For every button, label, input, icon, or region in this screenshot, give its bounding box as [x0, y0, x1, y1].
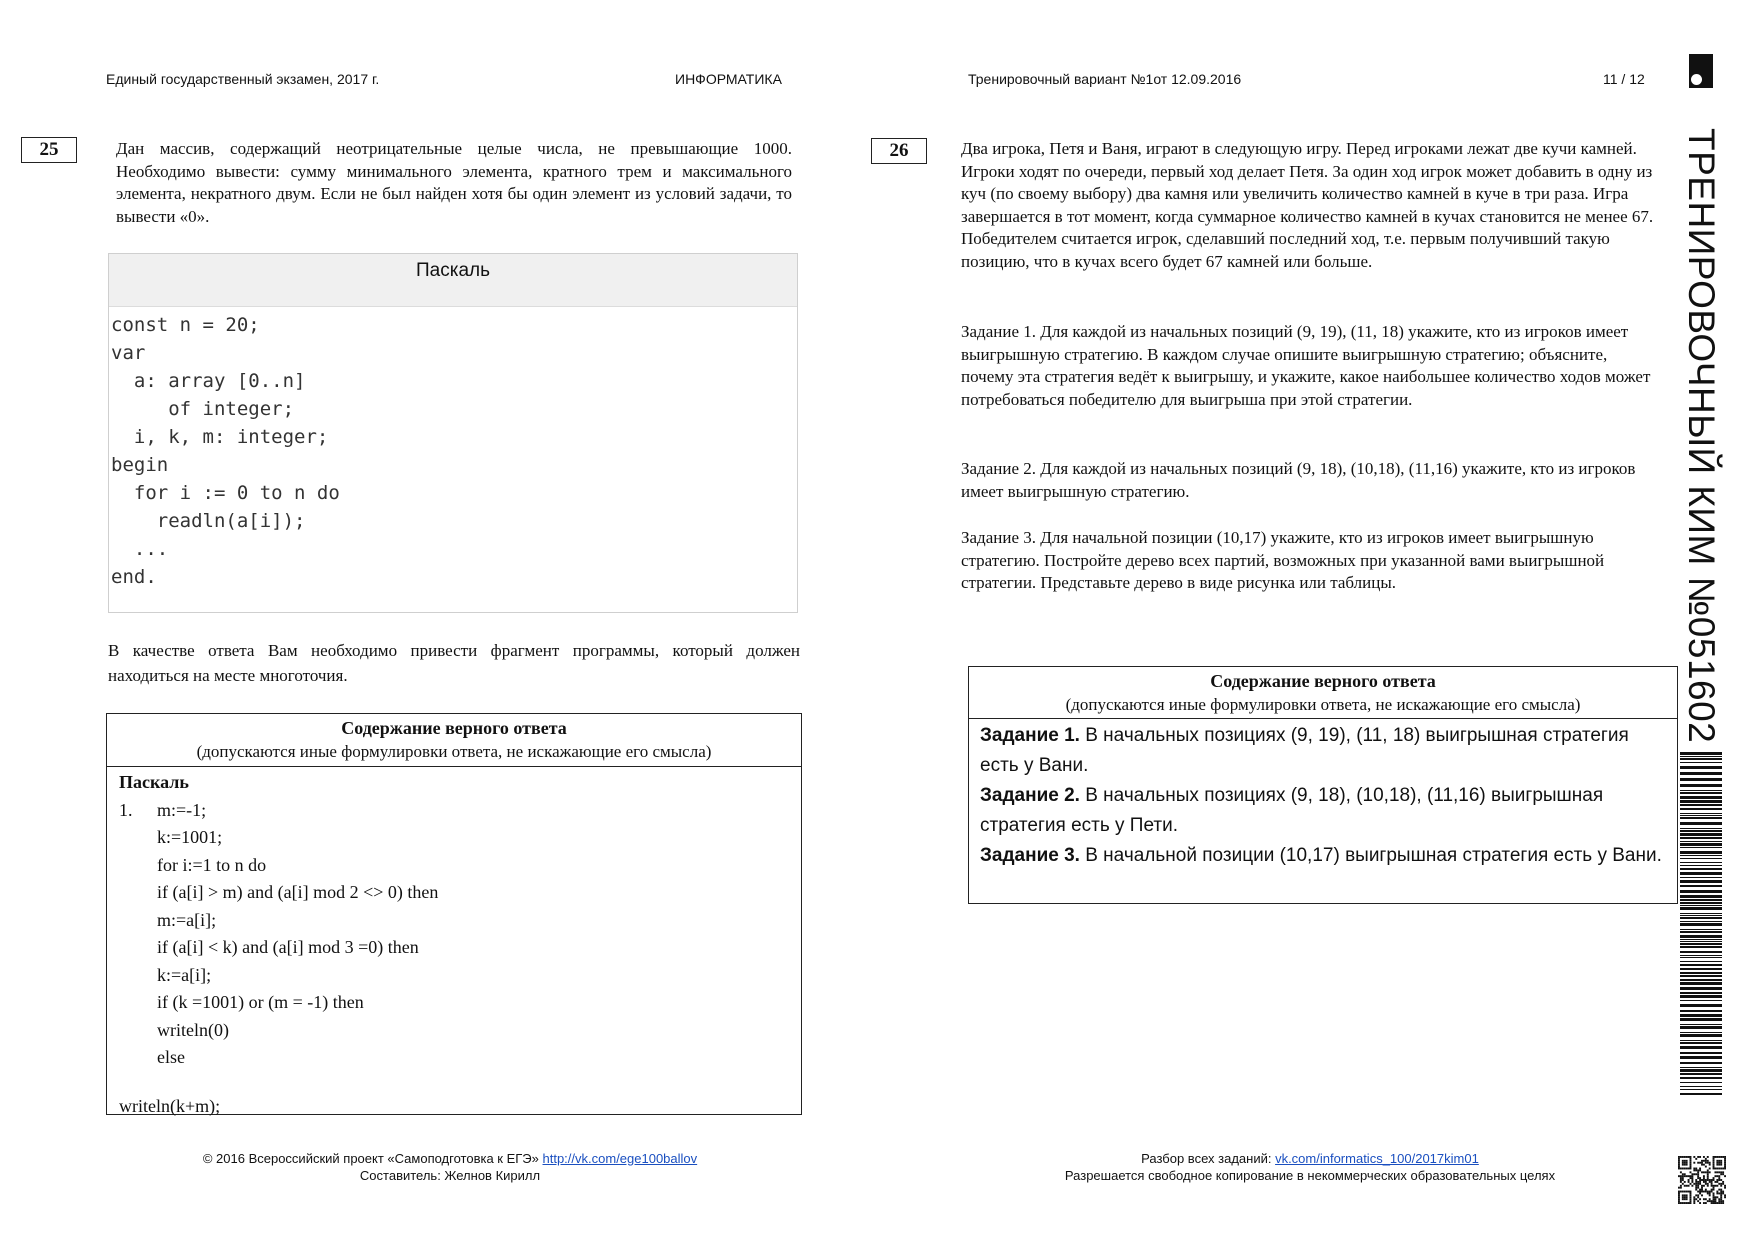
answer-line: k:=a[i]; [157, 964, 212, 985]
answer-subtitle: (допускаются иные формулировки ответа, не искажающие его смысла) [196, 742, 712, 761]
answer-line: if (a[i] < k) and (a[i] mod 3 =0) then [157, 937, 419, 957]
answer-line: if (a[i] > m) and (a[i] mod 2 <> 0) then [157, 882, 439, 902]
task-25-answer-box [106, 713, 802, 1115]
corner-mark [1689, 54, 1713, 88]
task-26-question-3: Задание 3. Для начальной позиции (10,17) укажите, кто из игроков имеет выигрышную стратегию. Постройте дерево всех партий, возможных при указанной вами выигрышной стратегии. Представьте дерево в виде рисунка или таблицы. [961, 528, 1605, 592]
answer-last-line: writeln(k+m); [119, 1095, 221, 1116]
answer-body [969, 719, 1677, 871]
code-line: ... [111, 538, 169, 560]
footer-copyright: © 2016 Всероссийский проект «Самоподготовка к ЕГЭ» [202, 1151, 543, 1166]
answer-code [119, 797, 801, 1072]
code-lines [109, 307, 797, 591]
code-line: for i := 0 to n do [111, 482, 340, 504]
answer-body [107, 767, 801, 1120]
footer-right [1000, 1150, 1620, 1184]
vertical-title: ТРЕНИРОВОЧНЫЙ КИМ №051602 [1681, 128, 1722, 744]
answer-item-text: В начальных позициях (9, 18), (10,18), (11,16) выигрышная стратегия есть у Пети. [980, 785, 1604, 836]
answer-line: if (k =1001) or (m = -1) then [157, 992, 364, 1012]
page-number: 11 / 12 [1603, 71, 1645, 87]
answer-title: Содержание верного ответа [341, 718, 567, 738]
pascal-code-block [108, 253, 798, 613]
answer-item-text: В начальной позиции (10,17) выигрышная стратегия есть у Вани. [1079, 845, 1662, 866]
footer-analysis-text: Разбор всех заданий: [1141, 1151, 1276, 1166]
answer-line: writeln(0) [157, 1019, 229, 1040]
answer-item-text: В начальных позициях (9, 19), (11, 18) выигрышная стратегия есть у Вани. [980, 725, 1629, 776]
answer-subtitle: (допускаются иные формулировки ответа, не искажающие его смысла) [1065, 695, 1581, 714]
answer-header [107, 714, 801, 767]
answer-title: Содержание верного ответа [1210, 671, 1436, 691]
answer-item-label: Задание 1. [980, 725, 1080, 746]
code-line: a: array [0..n] [111, 370, 306, 392]
answer-language: Паскаль [119, 772, 189, 792]
task-25-text: Дан массив, содержащий неотрицательные целые числа, не превышающие 1000. Необходимо вывести: сумму минимального элемента, кратного трем и максимального элемента, некратного двум. Если не был найден хотя бы один элемент из условий задачи, то вывести «0». [116, 139, 792, 226]
task-26-question-1: Задание 1. Для каждой из начальных позиций (9, 19), (11, 18) укажите, кто из игроков имеет выигрышную стратегию. В каждом случае опишите выигрышную стратегию; объясните, почему эта стратегия ведёт к выигрышу, и укажите, какое наибольшее количество ходов может потребоваться победителю для выигрыша при этой стратегии. [961, 322, 1651, 409]
code-line: i, k, m: integer; [111, 426, 329, 448]
answer-item-2 [980, 781, 1669, 841]
answer-item-label: Задание 3. [980, 845, 1080, 866]
header-exam-title: Единый государственный экзамен, 2017 г. [106, 71, 380, 87]
task-26-answer-box [968, 666, 1678, 904]
footer-author: Составитель: Желнов Кирилл [359, 1168, 541, 1183]
code-line: readln(a[i]); [111, 510, 306, 532]
footer-left [130, 1150, 770, 1184]
task-25-number: 25 [21, 137, 77, 163]
header-variant: Тренировочный вариант №1от 12.09.2016 [968, 71, 1242, 87]
footer-vk-link[interactable]: http://vk.com/ege100ballov [542, 1151, 698, 1166]
answer-item-3 [980, 841, 1669, 871]
answer-header [969, 667, 1677, 719]
footer-left-line-1 [130, 1150, 770, 1167]
code-line: begin [111, 454, 169, 476]
footer-right-line-1 [1000, 1150, 1620, 1167]
answer-item-label: Задание 2. [980, 785, 1080, 806]
footer-analysis-link[interactable]: vk.com/informatics_100/2017kim01 [1275, 1151, 1479, 1166]
header-subject: ИНФОРМАТИКА [675, 71, 782, 87]
answer-line: m:=-1; [157, 799, 207, 820]
task-26-number: 26 [871, 138, 927, 164]
barcode [1680, 752, 1722, 1098]
qr-code [1678, 1156, 1726, 1204]
code-line: var [111, 342, 146, 364]
answer-item-1 [980, 721, 1669, 781]
code-line: const n = 20; [111, 314, 260, 336]
code-line: end. [111, 566, 157, 588]
answer-line: else [157, 1047, 185, 1067]
answer-line: k:=1001; [157, 827, 223, 847]
task-26-question-2: Задание 2. Для каждой из начальных позиций (9, 18), (10,18), (11,16) укажите, кто из игроков имеет выигрышную стратегию. [961, 459, 1636, 501]
task-26-text: Два игрока, Петя и Ваня, играют в следующую игру. Перед игроками лежат две кучи камней. Игроки ходят по очереди, первый ход делает Петя. За один ход игрок может добавить в одну из куч (по своему выбору) два камня или увеличить количество камней в куче в три раза. Игра завершается в тот момент, когда суммарное количество камней в кучах становится не менее 67. Победителем считается игрок, сделавший последний ход, т.е. первым получивший такую позицию, что в кучах всего будет 67 камней или больше. [961, 139, 1654, 271]
answer-list-number: 1. [119, 799, 133, 820]
code-title: Паскаль [109, 254, 797, 307]
answer-line: for i:=1 to n do [157, 854, 267, 875]
answer-line: m:=a[i]; [157, 909, 217, 930]
code-line: of integer; [111, 398, 295, 420]
task-25-instruction: В качестве ответа Вам необходимо привести фрагмент программы, который должен находиться на месте многоточия. [108, 641, 800, 685]
footer-license: Разрешается свободное копирование в некоммерческих образовательных целях [1064, 1168, 1556, 1183]
